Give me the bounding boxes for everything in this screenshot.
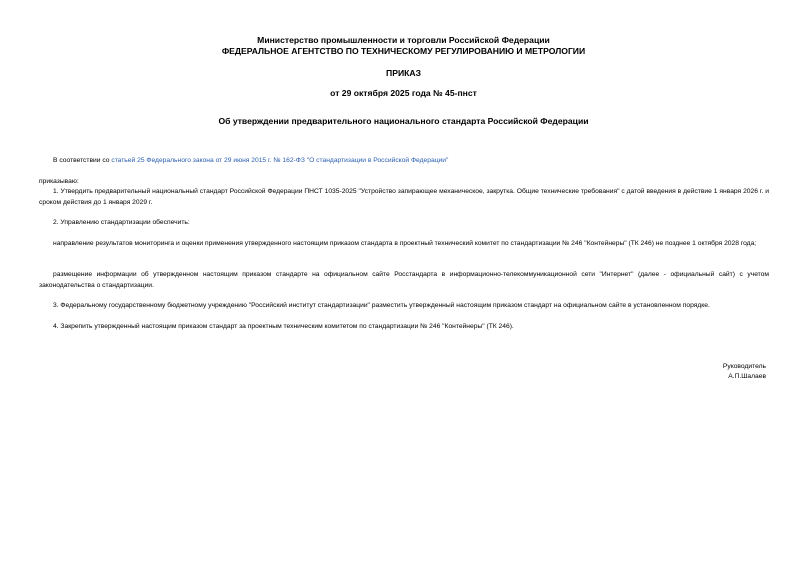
law-link[interactable]: статьей 25 Федерального закона от 29 июня 2015 г. № 162-ФЗ "О стандартизации в Российской Федерации" <box>111 157 449 164</box>
item-2a: направление результатов мониторинга и оценки применения утвержденного настоящим приказом стандарта в проектный технический комитет по стандартизации № 246 "Контейнеры" (ТК 246) не позднее 1 октября 2028 года; <box>53 240 757 247</box>
order-date: от 29 октября 2025 года № 45-пнст <box>330 88 477 98</box>
item-2: 2. Управлению стандартизации обеспечить: <box>53 219 190 226</box>
order-word: приказываю: <box>39 178 79 185</box>
order-title: ПРИКАЗ <box>386 68 421 78</box>
order-subject: Об утверждении предварительного национального стандарта Российской Федерации <box>218 116 589 126</box>
signature-position: Руководитель <box>722 363 766 370</box>
preamble-prefix: В соответствии со <box>53 157 112 164</box>
preamble <box>39 156 769 167</box>
agency-name: ФЕДЕРАЛЬНОЕ АГЕНТСТВО ПО ТЕХНИЧЕСКОМУ РЕГУЛИРОВАНИЮ И МЕТРОЛОГИИ <box>221 46 586 56</box>
ministry-name: Министерство промышленности и торговли Российской Федерации <box>257 35 550 45</box>
item-1: 1. Утвердить предварительный национальный стандарт Российской Федерации ПНСТ 1035-2025 "Устройство запирающее механическое, закрутка. Общие технические требования" с датой введения в действие 1 января 2026 г. и сроком действия до 1 января 2029 г. <box>39 188 769 206</box>
signature-name: А.П.Шалаев <box>728 373 766 380</box>
item-3: 3. Федеральному государственному бюджетному учреждению "Российский институт стандартизации" разместить утвержденный настоящим приказом стандарт на официальном сайте в установленном порядке. <box>53 302 710 309</box>
item-4: 4. Закрепить утвержденный настоящим приказом стандарт за проектным техническим комитетом по стандартизации № 246 "Контейнеры" (ТК 246). <box>53 323 514 330</box>
item-2b: размещение информации об утвержденном настоящим приказом стандарте на официальном сайте Росстандарта в информационно-телекоммуникационной сети "Интернет" (далее - официальный сайт) с учетом законодательства о стандартизации. <box>39 271 769 289</box>
